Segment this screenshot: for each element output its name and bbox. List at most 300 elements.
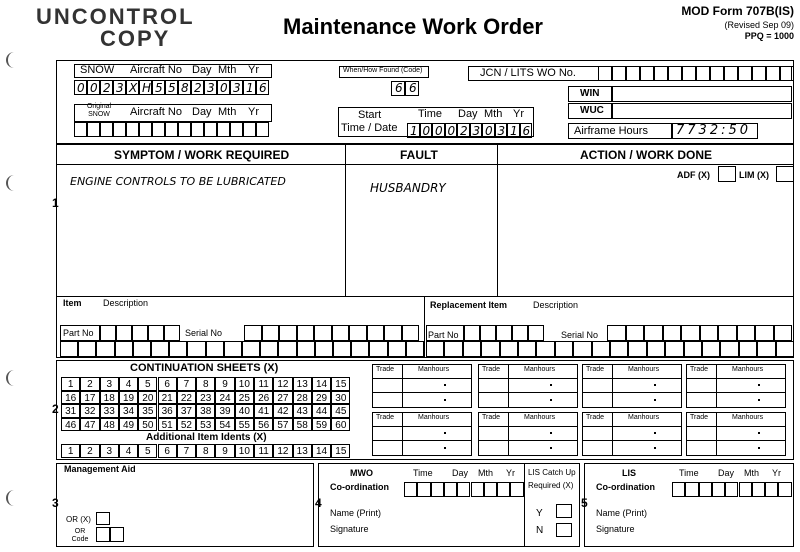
- handwritten-digit: 3: [207, 81, 215, 95]
- continuation-sheet-cell[interactable]: 52: [177, 418, 196, 432]
- part-no-cell[interactable]: [100, 325, 116, 341]
- continuation-sheet-cell[interactable]: 8: [196, 377, 215, 391]
- start-yr-label: Yr: [513, 108, 524, 120]
- mwo-datetime-cell[interactable]: [457, 482, 470, 497]
- handwritten-digit: 5: [168, 81, 176, 95]
- snow-digit-cell[interactable]: [126, 80, 139, 95]
- airframe-hours-value: 7732:50: [676, 123, 752, 138]
- continuation-sheet-cell[interactable]: 50: [138, 418, 157, 432]
- snow-digit-cell[interactable]: [87, 80, 100, 95]
- replacement-serial-no-cell[interactable]: [644, 325, 663, 341]
- continuation-sheet-cell[interactable]: 11: [254, 377, 273, 391]
- serial-no-cell[interactable]: [332, 325, 350, 341]
- snow-digit-cell[interactable]: [243, 80, 256, 95]
- mwo-day-label: Day: [452, 468, 469, 478]
- replacement-serial-no-cell[interactable]: [607, 325, 626, 341]
- continuation-sheet-cell[interactable]: 24: [215, 391, 234, 405]
- continuation-sheet-cell[interactable]: 40: [235, 404, 254, 418]
- continuation-sheet-cell[interactable]: 47: [80, 418, 99, 432]
- mwo-yr-label: Yr: [506, 468, 515, 478]
- snow-digit-cell[interactable]: [152, 80, 165, 95]
- continuation-sheet-cell[interactable]: 37: [177, 404, 196, 418]
- start-digit-cell[interactable]: [507, 123, 520, 138]
- continuation-sheet-cell[interactable]: 1: [61, 377, 80, 391]
- trade-row-rule: [478, 440, 578, 441]
- item-label: Item: [63, 298, 82, 308]
- mwo-datetime-cell[interactable]: [417, 482, 430, 497]
- replacement-part-serial-cell[interactable]: [720, 341, 738, 357]
- part-serial-cell[interactable]: [333, 341, 351, 357]
- adf-checkbox[interactable]: [718, 166, 736, 182]
- additional-heading: Additional Item Idents (X): [146, 432, 267, 443]
- mwo-datetime-cell[interactable]: [484, 482, 497, 497]
- action-heading: ACTION / WORK DONE: [580, 148, 712, 162]
- mwo-label: MWO: [350, 468, 373, 478]
- replacement-part-serial-cell[interactable]: [647, 341, 665, 357]
- replacement-part-serial-cell[interactable]: [426, 341, 444, 357]
- replacement-serial-no-cell[interactable]: [681, 325, 700, 341]
- continuation-sheet-cell[interactable]: 35: [138, 404, 157, 418]
- additional-ident-cell[interactable]: 5: [138, 444, 157, 458]
- continuation-sheet-cell[interactable]: 7: [177, 377, 196, 391]
- y-checkbox[interactable]: [556, 504, 572, 518]
- replacement-part-serial-cell[interactable]: [463, 341, 481, 357]
- start-digit-cell[interactable]: [482, 123, 495, 138]
- part-no-cell[interactable]: [116, 325, 132, 341]
- continuation-sheet-cell[interactable]: 9: [215, 377, 234, 391]
- replacement-part-no-cell[interactable]: [528, 325, 544, 341]
- serial-no-cell[interactable]: [349, 325, 367, 341]
- start-digit-cell[interactable]: [520, 123, 533, 138]
- lis-datetime-cell[interactable]: [712, 482, 725, 497]
- replacement-serial-no-cell[interactable]: [718, 325, 737, 341]
- trade-divider: [402, 412, 403, 456]
- replacement-part-serial-cell[interactable]: [739, 341, 757, 357]
- jcn-cell[interactable]: [668, 66, 682, 81]
- continuation-sheet-cell[interactable]: 3: [100, 377, 119, 391]
- original-snow-digit-cell[interactable]: [217, 122, 230, 137]
- lim-checkbox[interactable]: [776, 166, 794, 182]
- part-serial-cell[interactable]: [260, 341, 278, 357]
- jcn-cell[interactable]: [612, 66, 626, 81]
- serial-no-cell[interactable]: [244, 325, 262, 341]
- part-serial-cell[interactable]: [187, 341, 205, 357]
- part-serial-cell[interactable]: [151, 341, 169, 357]
- handwritten-digit: 0: [77, 81, 85, 95]
- additional-ident-cell[interactable]: 6: [158, 444, 177, 458]
- continuation-sheet-cell[interactable]: 59: [312, 418, 331, 432]
- lis-datetime-cell[interactable]: [752, 482, 765, 497]
- lis-datetime-cell[interactable]: [765, 482, 778, 497]
- part-serial-cell[interactable]: [315, 341, 333, 357]
- symptom-heading: SYMPTOM / WORK REQUIRED: [114, 148, 290, 162]
- replacement-part-serial-cell[interactable]: [500, 341, 518, 357]
- replacement-serial-no-cell[interactable]: [774, 325, 793, 341]
- continuation-sheet-cell[interactable]: 13: [293, 377, 312, 391]
- replacement-part-no-cell[interactable]: [464, 325, 480, 341]
- part-serial-cell[interactable]: [133, 341, 151, 357]
- original-snow-digit-cell[interactable]: [87, 122, 100, 137]
- day-label-2: Day: [192, 106, 212, 118]
- lis-datetime-cell[interactable]: [725, 482, 738, 497]
- snow-digit-cell[interactable]: [74, 80, 87, 95]
- snow-digit-cell[interactable]: [178, 80, 191, 95]
- part-serial-cell[interactable]: [351, 341, 369, 357]
- continuation-sheet-cell[interactable]: 43: [293, 404, 312, 418]
- continuation-sheet-cell[interactable]: 39: [215, 404, 234, 418]
- jcn-cell[interactable]: [738, 66, 752, 81]
- time-date-label: Time / Date: [341, 122, 398, 134]
- manhours-decimal-dot: [654, 432, 656, 434]
- stamp-line-2: COPY: [100, 26, 171, 51]
- trade-row-rule: [478, 378, 578, 379]
- snow-digit-cell[interactable]: [217, 80, 230, 95]
- serial-no-label: Serial No: [185, 328, 223, 338]
- manhours-decimal-dot: [550, 399, 552, 401]
- replacement-part-serial-cell[interactable]: [444, 341, 462, 357]
- trade-label: Trade: [690, 414, 709, 421]
- wuc-input[interactable]: [612, 103, 792, 119]
- continuation-sheet-cell[interactable]: 49: [119, 418, 138, 432]
- section-3: [56, 463, 314, 547]
- continuation-sheet-cell[interactable]: 6: [158, 377, 177, 391]
- required-label: Required (X): [528, 481, 574, 490]
- management-aid-label: Management Aid: [64, 464, 136, 474]
- lis-datetime-cell[interactable]: [699, 482, 712, 497]
- continuation-sheet-cell[interactable]: 48: [100, 418, 119, 432]
- section-1-divider-1: [345, 144, 346, 296]
- continuation-sheet-cell[interactable]: 29: [312, 391, 331, 405]
- trade-row-rule: [686, 392, 786, 393]
- replacement-part-serial-cell[interactable]: [628, 341, 646, 357]
- continuation-sheet-cell[interactable]: 55: [235, 418, 254, 432]
- replacement-serial-no-cell[interactable]: [663, 325, 682, 341]
- continuation-sheet-cell[interactable]: 36: [158, 404, 177, 418]
- continuation-sheet-cell[interactable]: 18: [100, 391, 119, 405]
- continuation-sheet-cell[interactable]: 19: [119, 391, 138, 405]
- snow-digit-cell[interactable]: [100, 80, 113, 95]
- continuation-heading: CONTINUATION SHEETS (X): [130, 362, 279, 374]
- mwo-datetime-cell[interactable]: [431, 482, 444, 497]
- win-input[interactable]: [612, 86, 792, 102]
- trade-label: Trade: [482, 366, 501, 373]
- original-snow-digit-cell[interactable]: [126, 122, 139, 137]
- manhours-label: Manhours: [732, 366, 764, 373]
- manhours-label: Manhours: [628, 414, 660, 421]
- continuation-sheet-cell[interactable]: 31: [61, 404, 80, 418]
- replacement-serial-no-cell[interactable]: [626, 325, 645, 341]
- start-digit-cell[interactable]: [407, 123, 420, 138]
- replacement-part-serial-cell[interactable]: [702, 341, 720, 357]
- continuation-sheet-cell[interactable]: 57: [273, 418, 292, 432]
- jcn-cell[interactable]: [710, 66, 724, 81]
- aircraft-no-label: Aircraft No: [130, 64, 182, 76]
- continuation-sheet-cell[interactable]: 10: [235, 377, 254, 391]
- original-snow-label: Original SNOW: [86, 103, 112, 118]
- jcn-cell[interactable]: [654, 66, 668, 81]
- original-snow-digit-cell[interactable]: [152, 122, 165, 137]
- serial-no-cell[interactable]: [314, 325, 332, 341]
- additional-ident-cell[interactable]: 2: [80, 444, 99, 458]
- continuation-sheet-cell[interactable]: 56: [254, 418, 273, 432]
- lis-datetime-cell[interactable]: [672, 482, 685, 497]
- section-1-divider-2: [497, 144, 498, 296]
- replacement-part-no-cell[interactable]: [512, 325, 528, 341]
- start-digit-cell[interactable]: [470, 123, 483, 138]
- continuation-sheet-cell[interactable]: 30: [331, 391, 350, 405]
- continuation-sheet-cell[interactable]: 15: [331, 377, 350, 391]
- part-serial-cell[interactable]: [224, 341, 242, 357]
- part-serial-cell[interactable]: [369, 341, 387, 357]
- continuation-sheet-cell[interactable]: 54: [215, 418, 234, 432]
- original-snow-digit-cell[interactable]: [243, 122, 256, 137]
- n-checkbox[interactable]: [556, 523, 572, 537]
- replacement-part-serial-cell[interactable]: [757, 341, 775, 357]
- replacement-part-serial-cell[interactable]: [481, 341, 499, 357]
- serial-no-cell[interactable]: [262, 325, 280, 341]
- handwritten-digit: 1: [410, 124, 418, 138]
- trade-label: Trade: [376, 366, 395, 373]
- snow-digit-cell[interactable]: [139, 80, 152, 95]
- handwritten-digit: 2: [194, 81, 202, 95]
- continuation-sheet-cell[interactable]: 21: [158, 391, 177, 405]
- replacement-serial-no-cell[interactable]: [700, 325, 719, 341]
- jcn-cell[interactable]: [752, 66, 766, 81]
- handwritten-digit: 3: [233, 81, 241, 95]
- additional-ident-cell[interactable]: 14: [312, 444, 331, 458]
- additional-ident-cell[interactable]: 8: [196, 444, 215, 458]
- replacement-part-serial-cell[interactable]: [536, 341, 554, 357]
- handwritten-digit: X: [129, 81, 138, 95]
- additional-ident-cell[interactable]: 9: [215, 444, 234, 458]
- continuation-sheet-cell[interactable]: 60: [331, 418, 350, 432]
- additional-ident-cell[interactable]: 10: [235, 444, 254, 458]
- serial-no-cell[interactable]: [402, 325, 420, 341]
- punch-hole: [6, 52, 18, 68]
- part-serial-cell[interactable]: [169, 341, 187, 357]
- part-serial-cell[interactable]: [206, 341, 224, 357]
- replacement-part-serial-cell[interactable]: [573, 341, 591, 357]
- snow-digit-cell[interactable]: [165, 80, 178, 95]
- jcn-cell[interactable]: [780, 66, 794, 81]
- snow-label: SNOW: [80, 64, 115, 76]
- serial-no-cell[interactable]: [367, 325, 385, 341]
- continuation-sheet-cell[interactable]: 32: [80, 404, 99, 418]
- part-serial-cell[interactable]: [278, 341, 296, 357]
- continuation-sheet-cell[interactable]: 53: [196, 418, 215, 432]
- section-2-number: 2: [52, 402, 59, 416]
- replacement-part-serial-cell[interactable]: [665, 341, 683, 357]
- additional-ident-cell[interactable]: 13: [293, 444, 312, 458]
- part-serial-cell[interactable]: [297, 341, 315, 357]
- additional-ident-cell[interactable]: 12: [273, 444, 292, 458]
- part-serial-cell[interactable]: [60, 341, 78, 357]
- snow-digit-cell[interactable]: [113, 80, 126, 95]
- handwritten-digit: 6: [259, 81, 267, 95]
- original-snow-digit-cell[interactable]: [191, 122, 204, 137]
- continuation-sheet-cell[interactable]: 46: [61, 418, 80, 432]
- continuation-sheet-cell[interactable]: 34: [119, 404, 138, 418]
- mwo-datetime-cell[interactable]: [510, 482, 523, 497]
- start-digit-cell[interactable]: [432, 123, 445, 138]
- snow-digit-cell[interactable]: [256, 80, 269, 95]
- continuation-sheet-cell[interactable]: 20: [138, 391, 157, 405]
- trade-divider: [402, 364, 403, 408]
- continuation-sheet-cell[interactable]: 12: [273, 377, 292, 391]
- original-snow-digit-cell[interactable]: [256, 122, 269, 137]
- part-no-cell[interactable]: [60, 325, 100, 341]
- part-no-label: Part No: [63, 328, 94, 338]
- part-serial-cell[interactable]: [388, 341, 406, 357]
- replacement-part-serial-cell[interactable]: [518, 341, 536, 357]
- additional-ident-cell[interactable]: 4: [119, 444, 138, 458]
- lis-mth-label: Mth: [744, 468, 760, 478]
- fault-text: HUSBANDRY: [370, 181, 446, 195]
- section-4-number: 4: [315, 496, 322, 510]
- continuation-sheet-cell[interactable]: 27: [273, 391, 292, 405]
- mwo-datetime-cell[interactable]: [497, 482, 510, 497]
- lis-datetime-cell[interactable]: [739, 482, 752, 497]
- additional-ident-cell[interactable]: 1: [61, 444, 80, 458]
- original-snow-digit-cell[interactable]: [165, 122, 178, 137]
- snow-digit-cell[interactable]: [204, 80, 217, 95]
- continuation-sheet-cell[interactable]: 28: [293, 391, 312, 405]
- manhours-decimal-dot: [550, 384, 552, 386]
- serial-no-cell[interactable]: [384, 325, 402, 341]
- additional-ident-cell[interactable]: 11: [254, 444, 273, 458]
- jcn-cell[interactable]: [682, 66, 696, 81]
- trade-label: Trade: [482, 414, 501, 421]
- handwritten-digit: 1: [246, 81, 254, 95]
- continuation-sheet-cell[interactable]: 5: [138, 377, 157, 391]
- part-no-cell[interactable]: [132, 325, 148, 341]
- part-serial-cell[interactable]: [96, 341, 114, 357]
- jcn-cell[interactable]: [626, 66, 640, 81]
- replacement-part-no-cell[interactable]: [480, 325, 496, 341]
- or-checkbox[interactable]: [96, 512, 110, 525]
- continuation-sheet-cell[interactable]: 44: [312, 404, 331, 418]
- jcn-cell[interactable]: [696, 66, 710, 81]
- replacement-description-label: Description: [533, 300, 579, 310]
- continuation-sheet-cell[interactable]: 58: [293, 418, 312, 432]
- start-digit-cell[interactable]: [420, 123, 433, 138]
- start-digit-cell[interactable]: [445, 123, 458, 138]
- part-no-cell[interactable]: [148, 325, 164, 341]
- mwo-mth-label: Mth: [478, 468, 494, 478]
- continuation-sheet-cell[interactable]: 41: [254, 404, 273, 418]
- original-snow-digit-cell[interactable]: [204, 122, 217, 137]
- replacement-part-no-cell[interactable]: [426, 325, 464, 341]
- replacement-part-serial-cell[interactable]: [610, 341, 628, 357]
- continuation-sheet-cell[interactable]: 16: [61, 391, 80, 405]
- or-code-cell-1[interactable]: [96, 527, 110, 542]
- continuation-sheet-cell[interactable]: 4: [119, 377, 138, 391]
- continuation-sheet-cell[interactable]: 22: [177, 391, 196, 405]
- original-snow-digit-cell[interactable]: [74, 122, 87, 137]
- jcn-cell[interactable]: [598, 66, 612, 81]
- original-snow-digit-cell[interactable]: [100, 122, 113, 137]
- original-snow-digit-cell[interactable]: [139, 122, 152, 137]
- punch-hole: [6, 175, 18, 191]
- page-title: Maintenance Work Order: [283, 14, 543, 39]
- stamp-line-1: UNCONTROL: [36, 4, 195, 29]
- replacement-serial-no-label: Serial No: [561, 330, 599, 340]
- snow-digit-cell[interactable]: [230, 80, 243, 95]
- original-snow-digit-cell[interactable]: [113, 122, 126, 137]
- continuation-sheet-cell[interactable]: 38: [196, 404, 215, 418]
- manhours-decimal-dot: [758, 399, 760, 401]
- part-serial-cell[interactable]: [115, 341, 133, 357]
- additional-ident-cell[interactable]: 3: [100, 444, 119, 458]
- manhours-label: Manhours: [418, 366, 450, 373]
- trade-divider: [508, 412, 509, 456]
- replacement-part-no-label: Part No: [428, 330, 459, 340]
- handwritten-digit: 1: [510, 124, 518, 138]
- replacement-part-serial-cell[interactable]: [776, 341, 794, 357]
- continuation-sheet-cell[interactable]: 26: [254, 391, 273, 405]
- mwo-datetime-cell[interactable]: [471, 482, 484, 497]
- continuation-sheet-cell[interactable]: 25: [235, 391, 254, 405]
- continuation-sheet-cell[interactable]: 33: [100, 404, 119, 418]
- additional-ident-cell[interactable]: 15: [331, 444, 350, 458]
- jcn-cell[interactable]: [640, 66, 654, 81]
- lis-datetime-cell[interactable]: [685, 482, 698, 497]
- manhours-decimal-dot: [444, 399, 446, 401]
- start-digit-cell[interactable]: [495, 123, 508, 138]
- additional-ident-cell[interactable]: 7: [177, 444, 196, 458]
- jcn-cell[interactable]: [766, 66, 780, 81]
- original-snow-digit-cell[interactable]: [178, 122, 191, 137]
- trade-label: Trade: [586, 366, 605, 373]
- replacement-serial-no-cell[interactable]: [737, 325, 756, 341]
- mwo-datetime-cell[interactable]: [444, 482, 457, 497]
- yr-label-2: Yr: [248, 106, 259, 118]
- part-no-cell[interactable]: [164, 325, 180, 341]
- trade-divider: [612, 412, 613, 456]
- continuation-sheet-cell[interactable]: 42: [273, 404, 292, 418]
- part-serial-cell[interactable]: [242, 341, 260, 357]
- continuation-sheet-cell[interactable]: 51: [158, 418, 177, 432]
- replacement-serial-no-cell[interactable]: [755, 325, 774, 341]
- continuation-sheet-cell[interactable]: 14: [312, 377, 331, 391]
- replacement-part-serial-cell[interactable]: [592, 341, 610, 357]
- serial-no-cell[interactable]: [297, 325, 315, 341]
- continuation-sheet-cell[interactable]: 2: [80, 377, 99, 391]
- continuation-sheet-cell[interactable]: 45: [331, 404, 350, 418]
- fault-heading: FAULT: [400, 148, 438, 162]
- part-serial-cell[interactable]: [78, 341, 96, 357]
- continuation-sheet-cell[interactable]: 17: [80, 391, 99, 405]
- jcn-cell[interactable]: [724, 66, 738, 81]
- snow-digit-cell[interactable]: [191, 80, 204, 95]
- handwritten-digit: 6: [522, 124, 531, 138]
- replacement-part-serial-cell[interactable]: [684, 341, 702, 357]
- lis-datetime-cell[interactable]: [778, 482, 791, 497]
- replacement-part-serial-cell[interactable]: [555, 341, 573, 357]
- replacement-part-no-cell[interactable]: [496, 325, 512, 341]
- wuc-label: WUC: [580, 105, 604, 116]
- section-1-heading-rule: [56, 164, 794, 165]
- start-label: Start: [358, 109, 382, 121]
- part-serial-cell[interactable]: [406, 341, 424, 357]
- adf-label: ADF (X): [677, 170, 710, 180]
- serial-no-cell[interactable]: [279, 325, 297, 341]
- or-code-cell-2[interactable]: [110, 527, 124, 542]
- mwo-datetime-cell[interactable]: [404, 482, 417, 497]
- start-digit-cell[interactable]: [457, 123, 470, 138]
- original-snow-digit-cell[interactable]: [230, 122, 243, 137]
- continuation-sheet-cell[interactable]: 23: [196, 391, 215, 405]
